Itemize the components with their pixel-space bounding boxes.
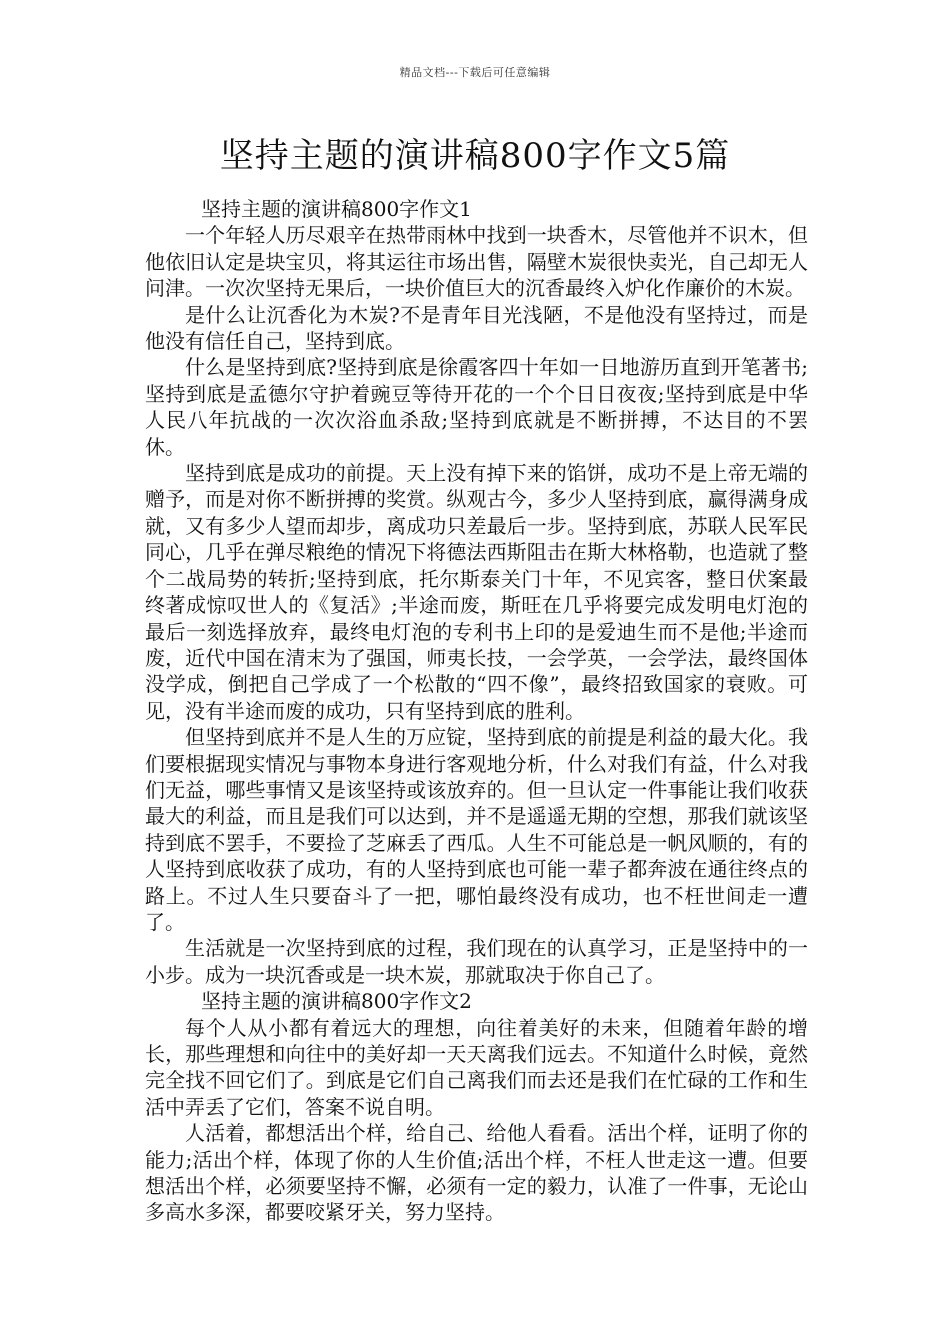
body-paragraph: 生活就是一次坚持到底的过程，我们现在的认真学习，正是坚持中的一小步。成为一块沉香或是一块木炭，那就取决于你自己了。 (145, 936, 808, 987)
section-subtitle: 坚持主题的演讲稿800字作文2 (201, 989, 472, 1014)
section-subtitle: 坚持主题的演讲稿800字作文1 (201, 197, 472, 221)
body-paragraph: 坚持到底是成功的前提。天上没有掉下来的馅饼，成功不是上帝无端的赠予，而是对你不断拼搏的奖赏。纵观古今，多少人坚持到底，赢得满身成就，又有多少人望而却步，离成功只差最后一步。坚持到底，苏联人民军民同心，几乎在弹尽粮绝的情况下将德法西斯阻击在斯大林格勒，也造就了整个二战局势的转折;坚持到底，托尔斯泰关门十年，不见宾客，整日伏案最终著成惊叹世人的《复活》;半途而废，斯旺在几乎将要完成发明电灯泡的最后一刻选择放弃，最终电灯泡的专利书上印的是爱迪生而不是他;半途而废，近代中国在清末为了强国，师夷长技，一会学英，一会学法，最终国体没学成，倒把自己学成了一个松散的“四不像”，最终招致国家的衰败。可见，没有半途而废的成功，只有坚持到底的胜利。 (145, 461, 808, 723)
document-body (145, 196, 808, 1226)
body-paragraph: 但坚持到底并不是人生的万应锭，坚持到底的前提是利益的最大化。我们要根据现实情况与事物本身进行客观地分析，什么对我们有益，什么对我们无益，哪些事情又是该坚持或该放弃的。但一旦认定一件事能让我们收获最大的利益，而且是我们可以达到，并不是遥遥无期的空想，那我们就该坚持到底不罢手，不要捡了芝麻丢了西瓜。人生不可能总是一帆风顺的，有的人坚持到底收获了成功，有的人坚持到底也可能一辈子都奔波在通往终点的路上。不过人生只要奋斗了一把，哪怕最终没有成功，也不枉世间走一遭了。 (145, 725, 808, 934)
body-paragraph: 每个人从小都有着远大的理想，向往着美好的未来，但随着年龄的增长，那些理想和向往中的美好却一天天离我们远去。不知道什么时候，竟然完全找不回它们了。到底是它们自己离我们而去还是我们在忙碌的工作和生活中弄丢了它们，答案不说自明。 (145, 1015, 808, 1119)
body-paragraph: 是什么让沉香化为木炭?不是青年目光浅陋，不是他没有坚持过，而是他没有信任自己，坚持到底。 (145, 302, 808, 354)
page-header-note: 精品文档---下载后可任意编辑 (399, 66, 551, 79)
body-paragraph: 一个年轻人历尽艰辛在热带雨林中找到一块香木，尽管他并不识木，但他依旧认定是块宝贝，将其运往市场出售，隔壁木炭很快卖光，自己却无人问津。一次次坚持无果后，一块价值巨大的沉香最终入炉化作廉价的木炭。 (145, 223, 808, 301)
body-paragraph: 人活着，都想活出个样，给自己、给他人看看。活出个样，证明了你的能力;活出个样，体现了你的人生价值;活出个样，不枉人世走这一遭。但要想活出个样，必须要坚持不懈，必须有一定的毅力，认准了一件事，无论山多高水多深，都要咬紧牙关，努力坚持。 (145, 1121, 808, 1225)
body-paragraph: 什么是坚持到底?坚持到底是徐霞客四十年如一日地游历直到开笔著书;坚持到底是孟德尔守护着豌豆等待开花的一个个日日夜夜;坚持到底是中华人民八年抗战的一次次浴血杀敌;坚持到底就是不断拼搏，不达目的不罢休。 (145, 355, 808, 459)
document-title: 坚持主题的演讲稿800字作文5篇 (219, 136, 731, 176)
